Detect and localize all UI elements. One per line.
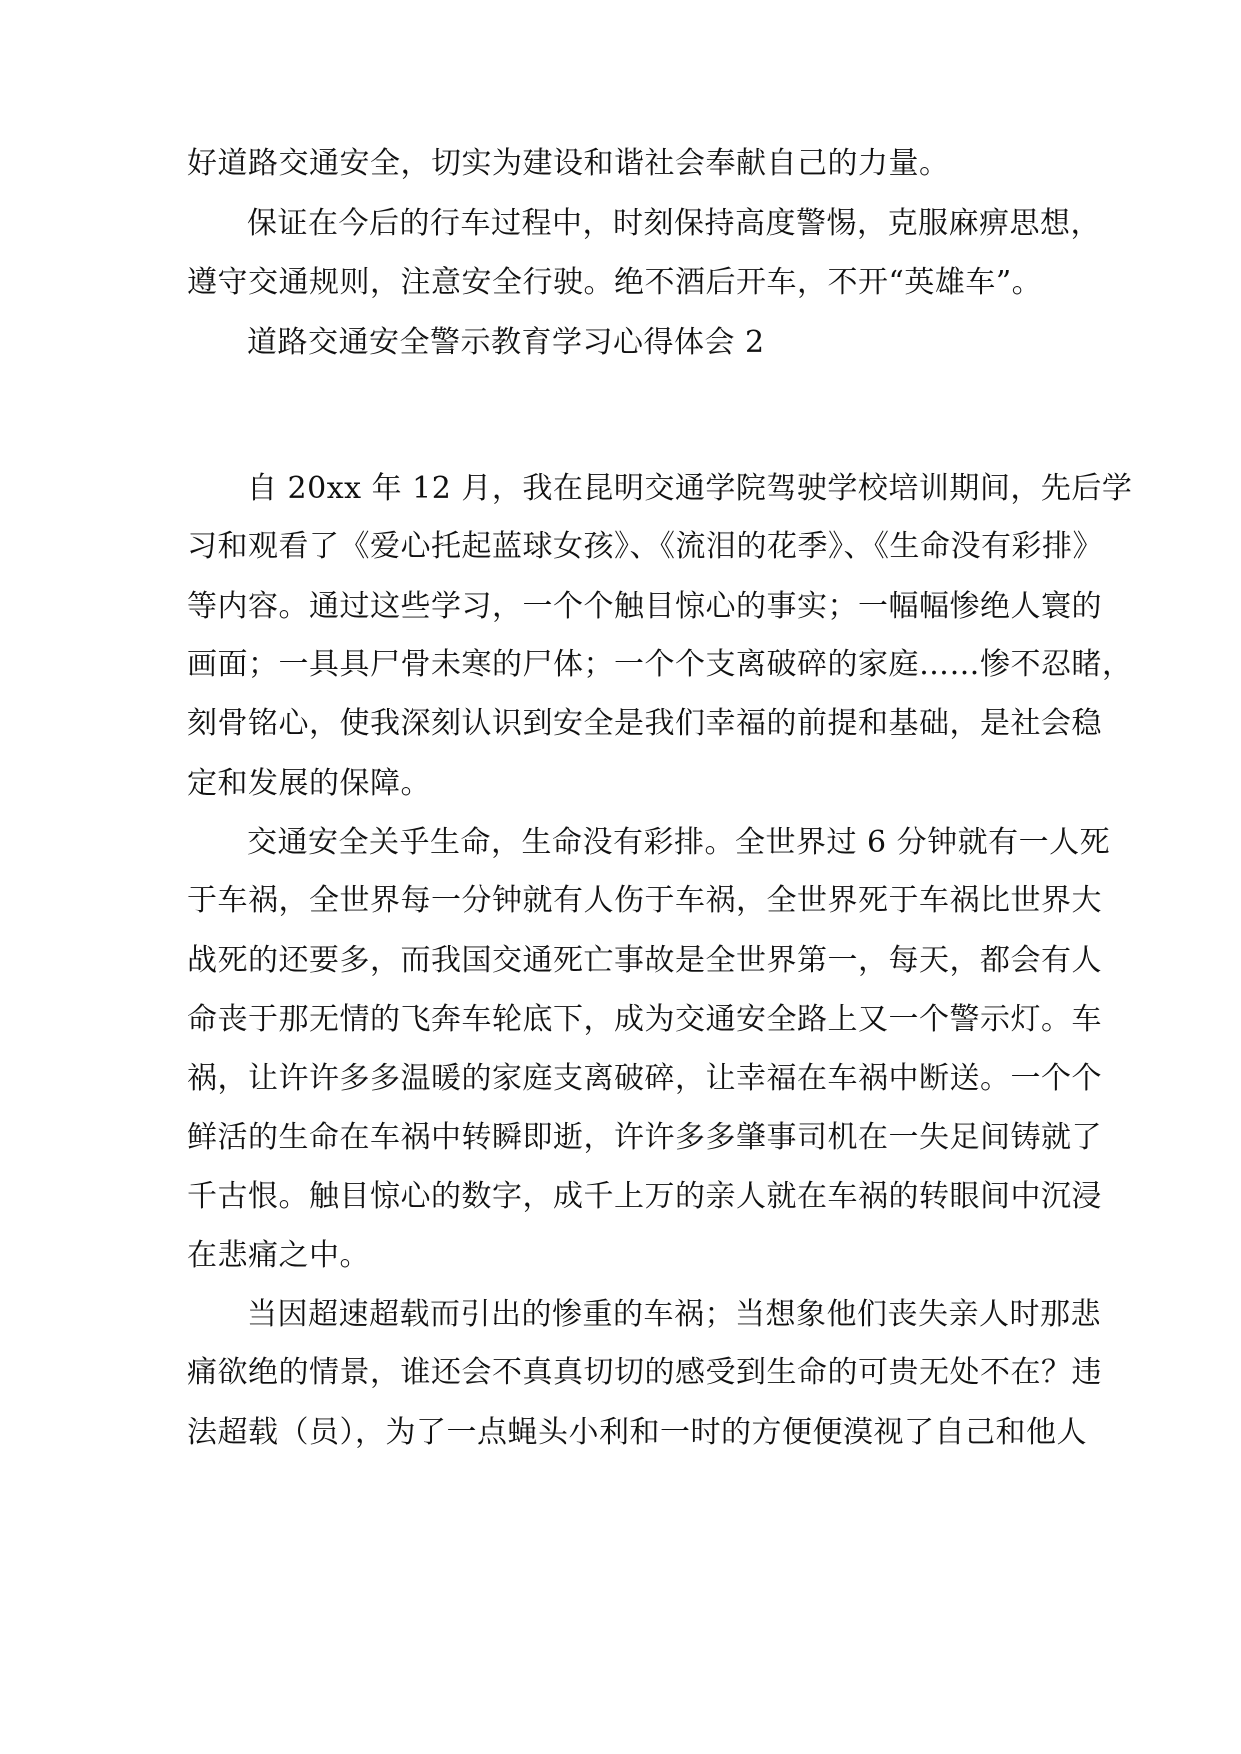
text-line: 法超载（员），为了一点蝇头小利和一时的方便便漠视了自己和他人: [187, 1415, 1087, 1450]
text-line: 鲜活的生命在车祸中转瞬即逝，许许多多肇事司机在一失足间铸就了: [187, 1120, 1102, 1155]
text-line: 画面；一具具尸骨未寒的尸体；一个个支离破碎的家庭……惨不忍睹，: [187, 647, 1133, 682]
text-line: 习和观看了《爱心托起蓝球女孩》、《流泪的花季》、《生命没有彩排》: [187, 529, 1103, 564]
text-line: 交通安全关乎生命，生命没有彩排。全世界过 6 分钟就有一人死: [247, 825, 1111, 860]
text-line: 等内容。通过这些学习，一个个触目惊心的事实；一幅幅惨绝人寰的: [187, 589, 1102, 624]
text-line: 千古恨。触目惊心的数字，成千上万的亲人就在车祸的转眼间中沉浸: [187, 1179, 1102, 1214]
text-line: 命丧于那无情的飞奔车轮底下，成为交通安全路上又一个警示灯。车: [187, 1002, 1102, 1037]
text-line: 刻骨铭心，使我深刻认识到安全是我们幸福的前提和基础，是社会稳: [187, 706, 1102, 741]
text-line: 定和发展的保障。: [187, 766, 431, 801]
text-line: 自 20xx 年 12 月，我在昆明交通学院驾驶学校培训期间，先后学: [247, 471, 1133, 506]
text-line: 好道路交通安全，切实为建设和谐社会奉献自己的力量。: [187, 146, 950, 181]
section-heading: 道路交通安全警示教育学习心得体会 2: [247, 325, 765, 360]
text-line: 当因超速超载而引出的惨重的车祸；当想象他们丧失亲人时那悲: [247, 1297, 1101, 1332]
text-line: 痛欲绝的情景，谁还会不真真切切的感受到生命的可贵无处不在？违: [187, 1355, 1102, 1390]
text-line: 战死的还要多，而我国交通死亡事故是全世界第一，每天，都会有人: [187, 943, 1102, 978]
text-line: 保证在今后的行车过程中，时刻保持高度警惕，克服麻痹思想，: [247, 206, 1101, 241]
text-line: 在悲痛之中。: [187, 1238, 370, 1273]
text-line: 遵守交通规则，注意安全行驶。绝不酒后开车，不开“英雄车”。: [187, 265, 1043, 300]
text-line: 于车祸，全世界每一分钟就有人伤于车祸，全世界死于车祸比世界大: [187, 883, 1102, 918]
text-line: 祸，让许许多多温暖的家庭支离破碎，让幸福在车祸中断送。一个个: [187, 1061, 1102, 1096]
